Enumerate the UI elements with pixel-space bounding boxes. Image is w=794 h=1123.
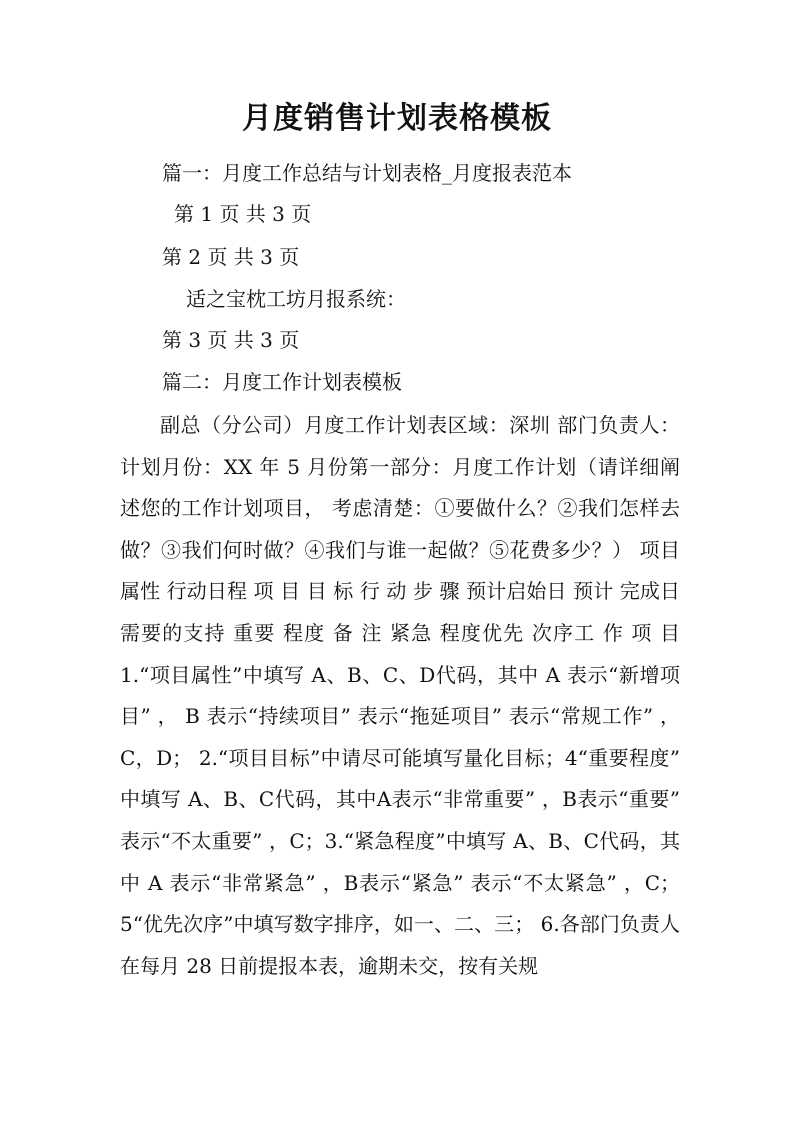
body-paragraph: 副总（分公司）月度工作计划表区域：深圳 部门负责人： 计划月份：XX 年 5 月份第一部分：月度工作计划（请详细阐述您的工作计划项目， 考虑清楚：①要做什么？②我们怎样去做？③我们何时做？④我们与谁一起做？⑤花费多少？） 项目 属性 行动日程 项 目 目 标 行 动 步 骤 预计启始日 预计 完成日 需要的支持 重要 程度 备 注 紧急 程度优先 次序工 作 项 目 1.“项目属性”中填写 A、B、C、D代码，其中 A 表示“新增项目” ， B 表示“持续项目” 表示“拖延项目” 表示“常规工作” ，C，D； 2.“项目目标”中请尽可能填写量化目标；4“重要程度” 中填写 A、B、C代码，其中A表示“非常重要” ，B表示“重要” 表示“不太重要” ，C；3.“紧急程度”中填写 A、B、C代码，其中 A 表示“非常紧急” ，B表示“紧急” 表示“不太紧急” ，C； 5“优先次序”中填写数字排序，如一、二、三； 6.各部门负责人在每月 28 日前提报本表，逾期未交，按有关规 [120, 413, 680, 978]
page-number-line: 第 3 页 共 3 页 [162, 328, 300, 352]
page-number-line: 第 1 页 共 3 页 [174, 202, 312, 226]
section-heading-1: 篇一：月度工作总结与计划表格_月度报表范本 [162, 161, 572, 185]
page-number-line: 第 2 页 共 3 页 [162, 245, 300, 269]
system-name-line: 适之宝枕工坊月报系统： [186, 287, 406, 311]
section-heading-2: 篇二：月度工作计划表模板 [162, 370, 402, 394]
document-title: 月度销售计划表格模板 [242, 101, 552, 136]
